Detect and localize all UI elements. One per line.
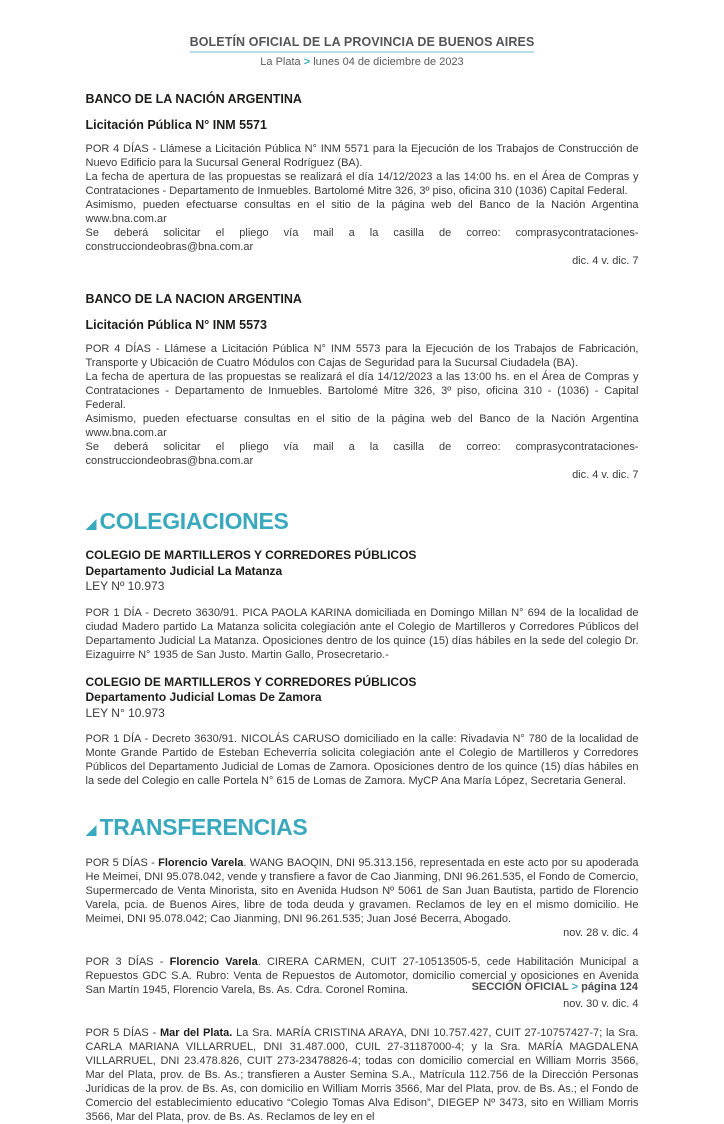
entry-org: COLEGIO DE MARTILLEROS Y CORREDORES PÚBLICOS: [85, 674, 417, 689]
publication-dates: dic. 4 v. dic. 7: [572, 255, 639, 267]
transfer-place: Florencio Varela: [158, 857, 244, 869]
publication-dates: dic. 4 v. dic. 7: [572, 469, 639, 481]
masthead-subtitle: [0, 56, 724, 68]
footer-separator: >: [571, 981, 579, 993]
masthead-title: BOLETÍN OFICIAL DE LA PROVINCIA DE BUENOS AIRES: [190, 35, 535, 53]
masthead-separator: >: [303, 56, 311, 68]
notice-paragraph: La fecha de apertura de las propuestas se realizará el día 14/12/2023 a las 14:00 hs. en el Área de Compras y Contrataciones - Departamento de Inmuebles. Bartolomé Mitre 326, 3º piso, oficina 310 (1036) Capital Federal.: [85, 171, 639, 197]
entry-dept: Departamento Judicial Lomas De Zamora: [85, 690, 322, 704]
transfer-place: Mar del Plata.: [159, 1027, 233, 1039]
notice-inm-5573: [86, 292, 639, 482]
triangle-icon: [86, 825, 97, 836]
transfer-entry: [86, 1026, 639, 1124]
masthead: [0, 0, 724, 68]
publication-dates: nov. 28 v. dic. 4: [563, 927, 639, 939]
masthead-date: lunes 04 de diciembre de 2023: [313, 56, 464, 68]
colegiacion-entry: [86, 675, 639, 789]
notice-paragraph: Se deberá solicitar el pliego vía mail a la casilla de correo: comprasycontrataciones-construcciondeobras@bna.com.ar: [85, 441, 639, 467]
footer-page-number: página 124: [581, 981, 638, 993]
entry-org: COLEGIO DE MARTILLEROS Y CORREDORES PÚBLICOS: [85, 548, 417, 562]
section-title: TRANSFERENCIAS: [99, 814, 308, 840]
content-column: [86, 92, 639, 1124]
entry-body: POR 1 DÍA - Decreto 3630/91. PICA PAOLA KARINA domiciliada en Domingo Millan N° 694 de la localidad de ciudad Madero partido La Matanza solicita colegiación ante el Colegio de Martilleros y Corredores Públicos del Departamento Judicial La Matanza. Oposiciones dentro de los quince (15) días hábiles en la sede del colegio Dr. Eizaguirre N° 1935 de San Justo. Martin Gallo, Prosecretario.-: [85, 606, 639, 661]
publication-dates: nov. 30 v. dic. 4: [563, 998, 639, 1010]
entry-body: POR 1 DÍA - Decreto 3630/91. NICOLÁS CARUSO domiciliado en la calle: Rivadavia N° 780 de la localidad de Monte Grande Partido de Esteban Echeverría solicita colegiación ante el Colegio de Martilleros y Corredores Públicos del Departamento Judicial de Lomas de Zamora. Oposiciones dentro de los quince (15) días hábiles en la sede del Colegio en calle Portela N° 615 de Lomas de Zamora. MyCP Ana María López, Secretaria General.: [85, 733, 639, 787]
notice-paragraph: Asimismo, pueden efectuarse consultas en el sitio de la página web del Banco de la Nación Argentina www.bna.com.ar: [85, 413, 639, 439]
section-title: COLEGIACIONES: [99, 508, 289, 534]
transfer-entry: [86, 856, 639, 940]
notice-subject: Licitación Pública N° INM 5573: [85, 318, 267, 332]
notice-org: BANCO DE LA NACION ARGENTINA: [85, 292, 302, 306]
entry-dept: Departamento Judicial La Matanza: [85, 563, 283, 578]
notice-body: [86, 142, 639, 254]
masthead-place: La Plata: [260, 56, 301, 68]
notice-paragraph: Asimismo, pueden efectuarse consultas en el sitio de la página web del Banco de la Nación Argentina www.bna.com.ar: [85, 199, 639, 225]
notice-paragraph: Se deberá solicitar el pliego vía mail a la casilla de correo: comprasycontrataciones-construcciondeobras@bna.com.ar: [85, 227, 639, 253]
colegiacion-entry: [86, 548, 639, 662]
notice-inm-5571: [86, 92, 639, 268]
triangle-icon: [86, 519, 97, 530]
notice-paragraph: POR 4 DÍAS - Llámese a Licitación Pública N° INM 5573 para la Ejecución de los Trabajos de Fabricación, Transporte y Ubicación de Cuatro Módulos con Cajas de Seguridad para la Sucursal Ciudadela (BA).: [85, 343, 639, 369]
transfer-body: POR 5 DÍAS - Mar del Plata. La Sra. MARÍA CRISTINA ARAYA, DNI 10.757.427, CUIT 27-10757427-7; la Sra. CARLA MARIANA VILLARRUEL, DNI 31.487.000, CUIL 27-31187000-4; y la Sra. MARÍA MAGDALENA VILLARRUEL, DNI 23.478.826, CUIT 273-23478826-4; todas con domicilio comercial en William Morris 3566, Mar del Plata, prov. de Bs. As.; transfieren a Auster Semina S.A., Matrícula 112.756 de la Dirección Personas Jurídicas de la prov. de Bs. As, con domicilio en William Morris 3566, Mar del Plata, prov. de Bs. As.; el Fondo de Comercio del establecimiento educativo “Colegio Tomas Alva Edison”, DIEGEP Nº 3473, sito en William Morris 3566, Mar del Plata, prov. de Bs. As. Reclamos de ley en el: [85, 1027, 639, 1123]
notice-subject: Licitación Pública N° INM 5571: [85, 118, 267, 132]
entry-law: LEY N° 10.973: [85, 705, 165, 720]
transfer-body: POR 5 DÍAS - Florencio Varela. WANG BAOQIN, DNI 95.313.156, representada en este acto por su apoderada He Meimei, DNI 95.078.042, vende y transfiere a favor de Cao Jianming, DNI 96.261.535, el Fondo de Comercio, Supermercado de Venta Minorista, sito en Avenida Hudson Nº 5061 de San Juan Bautista, partido de Florencio Varela, pcia. de Buenos Aires, libre de toda deuda y gravamen. Reclamos de ley en el mismo domicilio. He Meimei, DNI 95.078.042; Cao Jianming, DNI 96.261.535; Juan José Becerra, Abogado.: [85, 857, 639, 925]
page-footer: [472, 981, 638, 993]
section-heading-colegiaciones: [86, 508, 639, 535]
notice-body: [86, 342, 639, 468]
notice-paragraph: La fecha de apertura de las propuestas se realizará el día 14/12/2023 a las 13:00 hs. en el Área de Compras y Contrataciones - Departamento de Inmuebles. Bartolomé Mitre 326, 3º piso, oficina 310 - (1036) - Capital Federal.: [85, 371, 639, 411]
notice-org: BANCO DE LA NACIÓN ARGENTINA: [85, 92, 302, 106]
transfer-body: POR 3 DÍAS - Florencio Varela. CIRERA CARMEN, CUIT 27-10513505-5, cede Habilitación Municipal a Repuestos GDC S.A. Rubro: Venta de Repuestos de Automotor, domicilio comercial y oposiciones en Avenida San Martín 1945, Florencio Varela, Bs. As. Cdra. Coronel Romina.: [85, 956, 639, 996]
transfer-place: Florencio Varela: [169, 956, 258, 968]
footer-section-label: SECCIÓN OFICIAL: [471, 981, 569, 993]
section-heading-transferencias: [86, 814, 639, 841]
entry-law: LEY Nº 10.973: [85, 579, 165, 593]
notice-paragraph: POR 4 DÍAS - Llámese a Licitación Pública N° INM 5571 para la Ejecución de los Trabajos de Construcción de Nuevo Edificio para la Sucursal General Rodríguez (BA).: [85, 143, 639, 169]
